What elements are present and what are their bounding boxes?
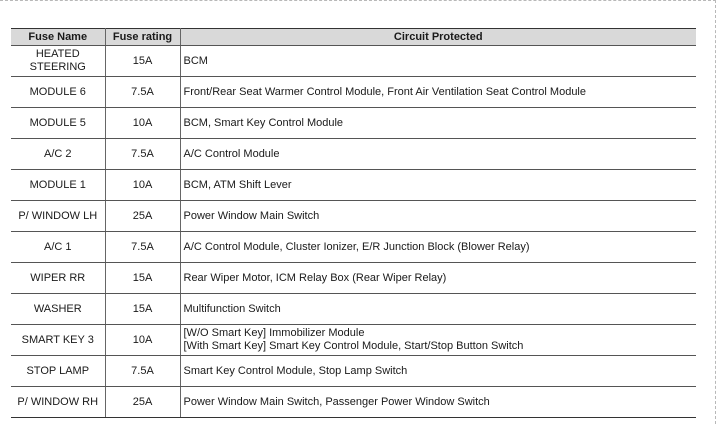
circuit-protected: [W/O Smart Key] Immobilizer Module [183,327,365,339]
circuit-protected-cell [180,387,696,418]
fuse-name-cell [11,108,105,139]
circuit-protected-cell [180,325,696,356]
fuse-rating: 15A [105,263,180,294]
fuse-name-cell [11,170,105,201]
header-fuse-name: Fuse Name [11,29,105,46]
circuit-protected: Power Window Main Switch, Passenger Power Window Switch [183,395,490,408]
fuse-name: P/ WINDOW RH [17,395,99,408]
fuse-name: STOP LAMP [26,364,90,377]
table-row [11,356,696,387]
circuit-protected-cell [180,232,696,263]
fuse-name: P/ WINDOW LH [18,209,98,222]
fuse-name: A/C 2 [43,147,72,160]
circuit-protected: [With Smart Key] Smart Key Control Module, Start/Stop Button Switch [183,340,524,352]
fuse-name-cell [11,387,105,418]
fuse-name: WIPER RR [30,271,86,284]
circuit-protected-cell [180,46,696,77]
table-row [11,263,696,294]
fuse-name-cell [11,325,105,356]
fuse-name: MODULE 6 [29,85,86,98]
table-row [11,232,696,263]
fuse-rating: 7.5A [105,356,180,387]
fuse-rating: 10A [105,108,180,139]
header-fuse-rating: Fuse rating [105,29,180,46]
circuit-protected-cell [180,139,696,170]
fuse-name-cell [11,46,105,77]
circuit-protected-cell [180,108,696,139]
fuse-name-cell [11,232,105,263]
fuse-table [11,28,696,418]
table-row [11,108,696,139]
fuse-rating: 25A [105,201,180,232]
circuit-protected-cell [180,356,696,387]
table-row [11,170,696,201]
circuit-protected-cell [180,263,696,294]
fuse-name-cell [11,77,105,108]
fuse-name-cell [11,263,105,294]
circuit-protected: Power Window Main Switch [183,209,320,222]
fuse-rating: 7.5A [105,77,180,108]
circuit-protected: Front/Rear Seat Warmer Control Module, Front Air Ventilation Seat Control Module [183,85,586,98]
table-row [11,46,696,77]
circuit-protected-cell [180,294,696,325]
circuit-protected-cell [180,201,696,232]
fuse-name: MODULE 1 [29,178,86,191]
fuse-name-cell [11,294,105,325]
circuit-protected-cell [180,77,696,108]
circuit-protected: BCM [183,54,208,67]
fuse-rating: 10A [105,325,180,356]
circuit-protected: Rear Wiper Motor, ICM Relay Box (Rear Wiper Relay) [183,271,447,284]
fuse-name: MODULE 5 [29,116,86,129]
fuse-name: HEATED [35,48,80,60]
fuse-name-cell [11,356,105,387]
fuse-name: A/C 1 [43,240,72,253]
fuse-rating: 25A [105,387,180,418]
circuit-protected: A/C Control Module, Cluster Ionizer, E/R Junction Block (Blower Relay) [183,240,530,253]
fuse-rating: 10A [105,170,180,201]
fuse-name: WASHER [33,302,82,315]
fuse-rating: 7.5A [105,232,180,263]
fuse-name-cell [11,201,105,232]
circuit-protected: Smart Key Control Module, Stop Lamp Switch [183,364,408,377]
circuit-protected: A/C Control Module [183,147,280,160]
fuse-rating: 15A [105,294,180,325]
table-row [11,77,696,108]
table-row [11,201,696,232]
fuse-name: STEERING [29,61,86,73]
table-row [11,294,696,325]
circuit-protected-cell [180,170,696,201]
header-circuit-protected: Circuit Protected [180,29,696,46]
fuse-name-cell [11,139,105,170]
circuit-protected: BCM, ATM Shift Lever [183,178,292,191]
fuse-name: SMART KEY 3 [21,333,94,346]
table-header-row [11,29,696,46]
fuse-rating: 15A [105,46,180,77]
fuse-rating: 7.5A [105,139,180,170]
circuit-protected: BCM, Smart Key Control Module [183,116,344,129]
table-body [11,46,696,418]
table-row [11,387,696,418]
table-row [11,139,696,170]
table-row [11,325,696,356]
circuit-protected: Multifunction Switch [183,302,281,315]
